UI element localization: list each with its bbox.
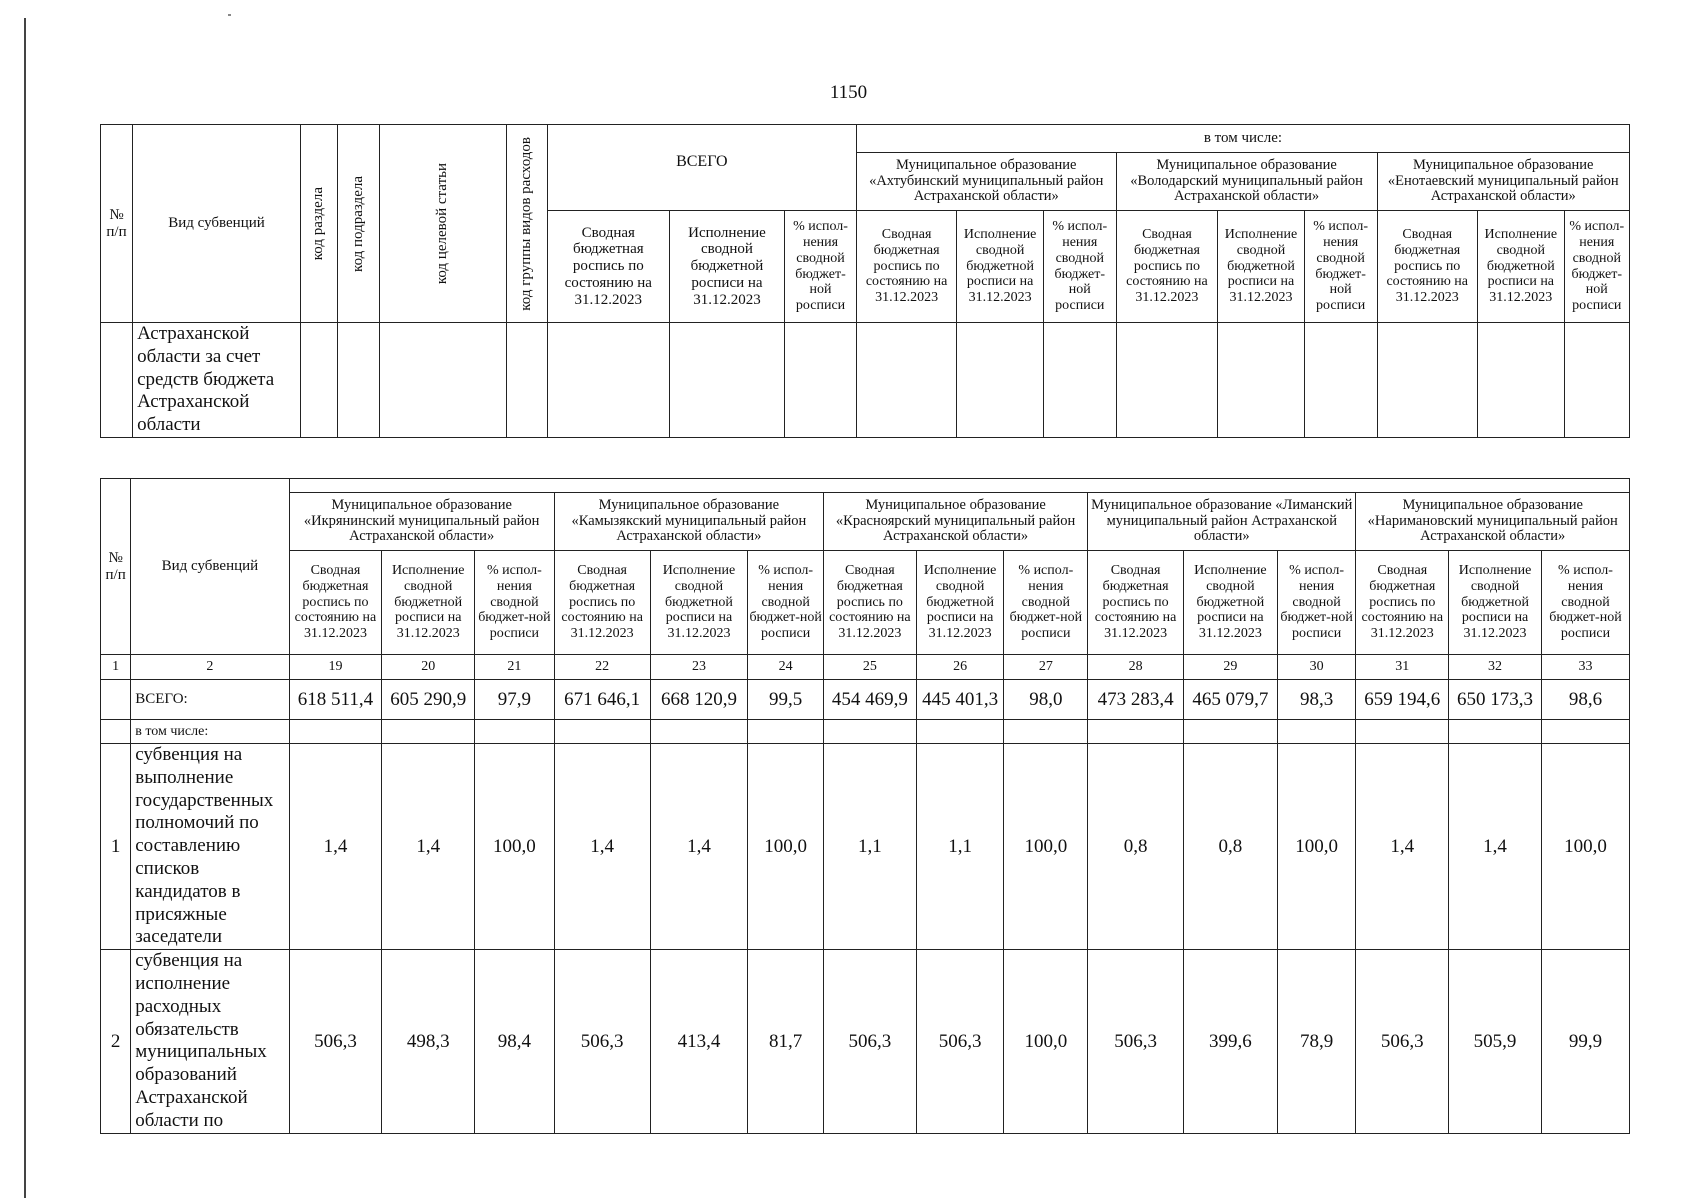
row-value: 1,4 bbox=[650, 744, 748, 950]
sub-b-header: Исполнение сводной бюджетной росписи на 31.12.2023 bbox=[1449, 551, 1542, 655]
mo-akhtubinsky: Муниципальное образование «Ахтубинский муниципальный район Астраханской области» bbox=[856, 153, 1116, 211]
vsego-value: 473 283,4 bbox=[1088, 680, 1184, 720]
mo-enotaevsky: Муниципальное образование «Енотаевский муниципальный район Астраханской области» bbox=[1377, 153, 1630, 211]
col-num-header: № п/п bbox=[101, 479, 131, 655]
sub-a-header: Сводная бюджетная роспись по состоянию на 31.12.2023 bbox=[1116, 211, 1218, 323]
col-num-header: № п/п bbox=[101, 125, 133, 323]
column-index-cell: 29 bbox=[1183, 655, 1277, 680]
column-index-cell: 30 bbox=[1277, 655, 1356, 680]
column-index-cell: 32 bbox=[1449, 655, 1542, 680]
row-value: 506,3 bbox=[916, 950, 1004, 1133]
col-podrazdel-header: код подраздела bbox=[338, 125, 380, 323]
sub-c-header: % испол-нения сводной бюджет-ной росписи bbox=[475, 551, 555, 655]
col-statya-header: код целевой статьи bbox=[380, 125, 507, 323]
table-cell bbox=[1541, 720, 1629, 744]
row-value: 505,9 bbox=[1449, 950, 1542, 1133]
column-index-cell: 22 bbox=[554, 655, 650, 680]
table-cell bbox=[380, 323, 507, 438]
table-cell bbox=[1304, 323, 1377, 438]
row-num: 2 bbox=[101, 950, 131, 1133]
table-cell bbox=[1004, 720, 1088, 744]
vsego-value: 454 469,9 bbox=[823, 680, 916, 720]
table-cell bbox=[1478, 323, 1565, 438]
table-cell bbox=[507, 323, 548, 438]
sub-c-header: % испол-нения сводной бюджет-ной росписи bbox=[1004, 551, 1088, 655]
column-index-cell: 23 bbox=[650, 655, 748, 680]
sub-c-header: % испол-нения сводной бюджет-ной росписи bbox=[1043, 211, 1116, 323]
vsego-value: 97,9 bbox=[475, 680, 555, 720]
sub-c-header: % испол-нения сводной бюджет-ной росписи bbox=[1541, 551, 1629, 655]
table-cell bbox=[338, 323, 380, 438]
sub-a-header: Сводная бюджетная роспись по состоянию на 31.12.2023 bbox=[289, 551, 382, 655]
sub-b-header: Исполнение сводной бюджетной росписи на 31.12.2023 bbox=[916, 551, 1004, 655]
row-value: 1,4 bbox=[382, 744, 475, 950]
vsego-value: 671 646,1 bbox=[554, 680, 650, 720]
row-value: 1,4 bbox=[289, 744, 382, 950]
top-subsidy-table bbox=[100, 124, 1630, 438]
vsego-value: 650 173,3 bbox=[1449, 680, 1542, 720]
col-vid-header: Вид субвенций bbox=[131, 479, 289, 655]
row-value: 1,1 bbox=[916, 744, 1004, 950]
row-value: 1,4 bbox=[1356, 744, 1449, 950]
scan-speck bbox=[228, 14, 231, 16]
table-cell bbox=[823, 720, 916, 744]
table-row bbox=[101, 950, 1630, 1133]
sub-b-header: Исполнение сводной бюджетной росписи на 31.12.2023 bbox=[1218, 211, 1305, 323]
table-cell bbox=[1043, 323, 1116, 438]
v-tom-chisle-header: в том числе: bbox=[856, 125, 1629, 153]
table-cell bbox=[382, 720, 475, 744]
sub-c-header: % испол-нения сводной бюджет-ной росписи bbox=[785, 211, 857, 323]
sub-b-header: Исполнение сводной бюджетной росписи на 31.12.2023 bbox=[650, 551, 748, 655]
row-value: 498,3 bbox=[382, 950, 475, 1133]
column-index-cell: 25 bbox=[823, 655, 916, 680]
sub-a-header: Сводная бюджетная роспись по состоянию на 31.12.2023 bbox=[1088, 551, 1184, 655]
table-cell bbox=[1218, 323, 1305, 438]
v-tom-chisle-label: в том числе: bbox=[131, 720, 289, 744]
table-cell bbox=[1356, 720, 1449, 744]
table-cell bbox=[1449, 720, 1542, 744]
row-value: 0,8 bbox=[1088, 744, 1184, 950]
vsego-value: 98,3 bbox=[1277, 680, 1356, 720]
sub-a-header: Сводная бюджетная роспись по состоянию на 31.12.2023 bbox=[856, 211, 957, 323]
sub-b-header: Исполнение сводной бюджетной росписи на 31.12.2023 bbox=[957, 211, 1044, 323]
sub-c-header: % испол-нения сводной бюджет-ной росписи bbox=[1304, 211, 1377, 323]
header-spacer bbox=[289, 479, 1629, 493]
row-value: 100,0 bbox=[1541, 744, 1629, 950]
sub-c-header: % испол-нения сводной бюджет-ной росписи bbox=[748, 551, 824, 655]
table-cell bbox=[1377, 323, 1478, 438]
vsego-value: 99,5 bbox=[748, 680, 824, 720]
table-cell bbox=[957, 323, 1044, 438]
sub-a-header: Сводная бюджетная роспись по состоянию на 31.12.2023 bbox=[554, 551, 650, 655]
column-index-cell: 28 bbox=[1088, 655, 1184, 680]
vsego-header: ВСЕГО bbox=[547, 125, 856, 211]
vsego-row bbox=[101, 680, 1630, 720]
mo-volodarsky: Муниципальное образование «Володарский муниципальный район Астраханской области» bbox=[1116, 153, 1377, 211]
column-index-cell: 24 bbox=[748, 655, 824, 680]
vsego-value: 465 079,7 bbox=[1183, 680, 1277, 720]
row-vid-text: субвенция на исполнение расходных обязательств муниципальных образований Астраханской области по bbox=[131, 950, 289, 1133]
table-cell bbox=[650, 720, 748, 744]
row-value: 0,8 bbox=[1183, 744, 1277, 950]
mo-narimanovsky: Муниципальное образование «Наримановский муниципальный район Астраханской области» bbox=[1356, 493, 1630, 551]
mo-limansky: Муниципальное образование «Лиманский муниципальный район Астраханской области» bbox=[1088, 493, 1356, 551]
column-index-cell: 19 bbox=[289, 655, 382, 680]
table-cell bbox=[101, 680, 131, 720]
row-value: 100,0 bbox=[1004, 950, 1088, 1133]
table-cell bbox=[785, 323, 857, 438]
sub-b-header: Исполнение сводной бюджетной росписи на 31.12.2023 bbox=[669, 211, 784, 323]
row-value: 506,3 bbox=[1088, 950, 1184, 1133]
table-cell bbox=[1183, 720, 1277, 744]
vsego-value: 605 290,9 bbox=[382, 680, 475, 720]
row-value: 1,4 bbox=[554, 744, 650, 950]
vsego-label: ВСЕГО: bbox=[131, 680, 289, 720]
sub-b-header: Исполнение сводной бюджетной росписи на 31.12.2023 bbox=[1478, 211, 1565, 323]
bottom-subsidy-table bbox=[100, 478, 1630, 1134]
vsego-value: 618 511,4 bbox=[289, 680, 382, 720]
row-value: 506,3 bbox=[289, 950, 382, 1133]
row-value: 399,6 bbox=[1183, 950, 1277, 1133]
row-value: 78,9 bbox=[1277, 950, 1356, 1133]
row-vid-text: Астраханской области за счет средств бюджета Астраханской области bbox=[133, 323, 301, 438]
column-index-cell: 33 bbox=[1541, 655, 1629, 680]
row-value: 1,4 bbox=[1449, 744, 1542, 950]
table-cell bbox=[856, 323, 957, 438]
table-cell bbox=[300, 323, 337, 438]
column-index-cell: 21 bbox=[475, 655, 555, 680]
col-razdel-header: код раздела bbox=[300, 125, 337, 323]
mo-krasnoyarsky: Муниципальное образование «Красноярский муниципальный район Астраханской области» bbox=[823, 493, 1087, 551]
column-index-cell: 2 bbox=[131, 655, 289, 680]
table-cell bbox=[1088, 720, 1184, 744]
row-value: 100,0 bbox=[1004, 744, 1088, 950]
row-value: 100,0 bbox=[1277, 744, 1356, 950]
sub-c-header: % испол-нения сводной бюджет-ной росписи bbox=[1277, 551, 1356, 655]
table-cell bbox=[101, 323, 133, 438]
sub-a-header: Сводная бюджетная роспись по состоянию на 31.12.2023 bbox=[1377, 211, 1478, 323]
vsego-value: 668 120,9 bbox=[650, 680, 748, 720]
sub-c-header: % испол-нения сводной бюджет-ной росписи bbox=[1564, 211, 1629, 323]
v-tom-chisle-row bbox=[101, 720, 1630, 744]
table-cell bbox=[669, 323, 784, 438]
column-index-cell: 1 bbox=[101, 655, 131, 680]
table-cell bbox=[547, 323, 669, 438]
table-cell bbox=[1564, 323, 1629, 438]
row-vid-text: субвенция на выполнение государственных полномочий по составлению списков кандидатов в присяжные заседатели bbox=[131, 744, 289, 950]
sub-b-header: Исполнение сводной бюджетной росписи на 31.12.2023 bbox=[382, 551, 475, 655]
row-value: 506,3 bbox=[1356, 950, 1449, 1133]
row-num: 1 bbox=[101, 744, 131, 950]
sub-b-header: Исполнение сводной бюджетной росписи на 31.12.2023 bbox=[1183, 551, 1277, 655]
row-value: 413,4 bbox=[650, 950, 748, 1133]
row-value: 81,7 bbox=[748, 950, 824, 1133]
page-number: 1150 bbox=[829, 82, 868, 103]
table-cell bbox=[475, 720, 555, 744]
binding-line bbox=[24, 18, 26, 1198]
table-cell bbox=[554, 720, 650, 744]
vsego-value: 445 401,3 bbox=[916, 680, 1004, 720]
vsego-value: 98,6 bbox=[1541, 680, 1629, 720]
row-value: 506,3 bbox=[554, 950, 650, 1133]
vsego-value: 659 194,6 bbox=[1356, 680, 1449, 720]
column-index-cell: 20 bbox=[382, 655, 475, 680]
col-vid-header: Вид субвенций bbox=[133, 125, 301, 323]
table-cell bbox=[289, 720, 382, 744]
column-index-cell: 31 bbox=[1356, 655, 1449, 680]
table-cell bbox=[916, 720, 1004, 744]
col-gruppa-header: код группы видов расходов bbox=[507, 125, 548, 323]
row-value: 99,9 bbox=[1541, 950, 1629, 1133]
table-cell bbox=[1116, 323, 1218, 438]
column-index-cell: 26 bbox=[916, 655, 1004, 680]
column-index-cell: 27 bbox=[1004, 655, 1088, 680]
row-value: 100,0 bbox=[748, 744, 824, 950]
sub-a-header: Сводная бюджетная роспись по состоянию на 31.12.2023 bbox=[1356, 551, 1449, 655]
vsego-value: 98,0 bbox=[1004, 680, 1088, 720]
row-value: 506,3 bbox=[823, 950, 916, 1133]
table-cell bbox=[101, 720, 131, 744]
row-value: 1,1 bbox=[823, 744, 916, 950]
mo-ikryaninsky: Муниципальное образование «Икрянинский муниципальный район Астраханской области» bbox=[289, 493, 554, 551]
table-cell bbox=[748, 720, 824, 744]
mo-kamyzyaksky: Муниципальное образование «Камызякский муниципальный район Астраханской области» bbox=[554, 493, 823, 551]
sub-a-header: Сводная бюджетная роспись по состоянию на 31.12.2023 bbox=[823, 551, 916, 655]
row-value: 100,0 bbox=[475, 744, 555, 950]
column-index-row bbox=[101, 655, 1630, 680]
sub-a-header: Сводная бюджетная роспись по состоянию на 31.12.2023 bbox=[547, 211, 669, 323]
table-row bbox=[101, 744, 1630, 950]
row-value: 98,4 bbox=[475, 950, 555, 1133]
table-cell bbox=[1277, 720, 1356, 744]
